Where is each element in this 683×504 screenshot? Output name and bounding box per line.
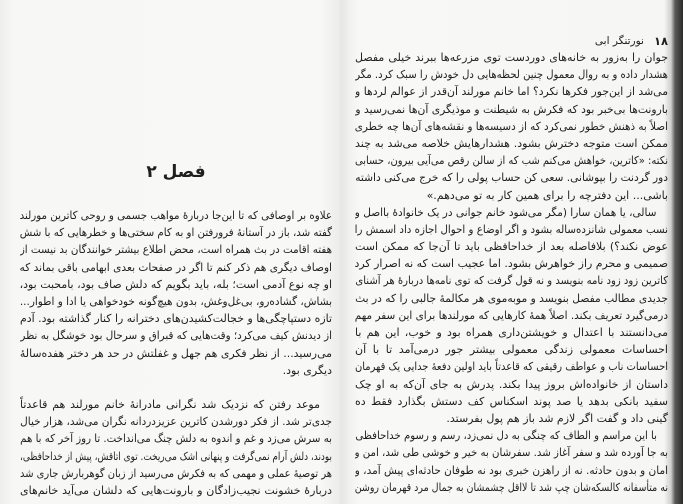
text-line: امان و بدون حادثه. نه از راهزن خبری بود نه طوفان حادثه‌ای پیش آمد، و — [355, 463, 668, 477]
text-line: جدیدی مطالب مفصل بنویسد و موبه‌موی هر مکالمهٔ جالبی را که در بث — [355, 291, 668, 305]
page-number: ۱۸ — [653, 34, 668, 48]
text-line: جوان را به‌زور به خانه‌های دوردست توی مزرعه‌ها ببرند خیلی مفصل — [355, 51, 668, 64]
text-line: بشاش، گشاده‌رو، بی‌غل‌وغش، بدون هیچ‌گونه خودخواهی یا ادا و اطوار... — [20, 294, 332, 308]
text-line: می‌دانستند با اعتدال و خویشتن‌داری همراه بود و خوب، این هم با — [355, 326, 668, 339]
text-line: تازه دستپاچگی‌ها و خجالت‌کشیدن‌های دخترانه را کنار گذاشته بود. آدم — [20, 312, 332, 326]
left-page — [20, 0, 332, 504]
text-line: به سرش می‌زد و غم و اندوه به دلش چنگ می‌انداخت. تا روز آخر که با هم — [20, 432, 332, 446]
text-line: علاوه بر اوصافی که تا این‌جا دربارهٔ مواهب جسمی و روحی کاترین مورلند — [20, 209, 332, 222]
text-line: به جا آورده شد و سفر آغاز شد. سفرشان به خیر و خوشی طی شد، امن و — [355, 446, 668, 460]
text-line: دور گردنت را بپوشانی. سعی کن حساب پولی را که خرج می‌کنی داشته — [355, 171, 668, 185]
left-page-body — [20, 207, 332, 503]
text-line: احساسات ناب و عواطف رقیقی که قاعدتاً باید اولین دفعهٔ جدایی یک قهرمان — [355, 360, 668, 374]
text-line: بارونت‌ها بی‌خبر بود که فکرش به شیطنت و موذیگری آن‌ها نمی‌رسید و — [355, 102, 668, 116]
text-line: سالی، یا همان سارا (مگر می‌شود خانم جوانی در یک خانوادهٔ بااصل و — [355, 205, 657, 219]
text-line: از دیدنش کیف می‌کرد؛ وقت‌هایی که قبراق و سرحال بود خوشگل به نظر — [20, 329, 332, 343]
text-line: سفید بانکی بدهد یا صد پوند اسکناس کف دستش بگذارد فقط ده — [355, 394, 668, 408]
text-line: دربارهٔ خشونت نجیب‌زادگان و بارونت‌هایی که دلشان می‌آید خانم‌های — [20, 484, 332, 497]
text-line: هشدار داده و به روال معمول چنین لحظه‌هایی دل خودش را سبک کرد. مگر — [355, 68, 668, 82]
text-line: نکته: «کاترین، خواهش می‌کنم شب که از سالن رقص می‌آیی بیرون، حسابی — [355, 154, 668, 168]
right-page-body — [355, 49, 668, 501]
text-line: داستان از خانواده‌اش بروز پیدا بکند. پدرش به جای آن‌که به او چک — [355, 377, 668, 391]
paragraph — [355, 49, 668, 204]
text-line: درمی‌گیرد تعریف بکند. اصلاً همهٔ کارهایی که مورلندها برای این سفر مهم — [355, 308, 668, 322]
text-line: اصلاً به ذهنش خطور نمی‌کرد که از دسیسه‌ها و نقشه‌های آن‌ها چه خطری — [355, 119, 668, 133]
text-line: جدی‌تر شد. از فکر دورشدن کاترین عزیزدردانه نگران می‌شد، هزار خیال — [20, 415, 332, 429]
text-line: با این مراسم و الطاف که چنگی به دل نمی‌زد، رسم و رسوم خداحافظی — [355, 429, 657, 443]
text-line: گفته شد، باز در آستانهٔ فرورفتن او به کام سختی‌ها و خطرهایی که با شش — [20, 226, 332, 240]
text-line: احساسات معمولی زندگی معمولی بیشتر جور درمی‌آمد تا با آن — [355, 343, 668, 357]
text-line: هر توصیهٔ عملی و مهمی که به فکرش می‌رسید از زبان گوهربارش جاری شد — [20, 466, 332, 480]
text-line: می‌شد از این‌جور فکرها نکرد؟ اما خانم مورلند آن‌قدر از عوالم لردها و — [355, 85, 668, 99]
text-line: دیگری بود. — [282, 363, 332, 377]
text-line: نه متأسفانه کالسکه‌شان چپ شد تا لااقل چشمشان به جمال مرد قهرمان روشن — [355, 480, 668, 494]
text-line: گینی داد و گفت اگر لازم شد باز هم پول بفرستد. — [446, 411, 668, 425]
text-line: او چه نوع آدمی است؛ بله، باید بگویم که دلش صاف بود، بامحبت بود، — [20, 277, 332, 291]
text-line: بودند، دلش آرام نمی‌گرفت و پنهانی اشک می‌ریخت. توی اتاقش، پیش از خداحافظی، — [20, 449, 332, 463]
text-line: باشی... این دفترچه را برای همین کار به تو می‌دهم.» — [426, 188, 668, 202]
text-line: موعد رفتن که نزدیک شد نگرانی مادرانهٔ خانم مورلند هم قاعدتاً — [20, 398, 320, 412]
paragraph — [20, 396, 332, 499]
text-line: عوض نکند؟) بلافاصله بعد از خداحافظی باید تا آن‌جا که ممکن است — [355, 240, 668, 254]
paragraph — [355, 427, 668, 496]
paragraph — [20, 207, 332, 379]
text-line: هفته اقامت در بث همراه است، محض اطلاع بیشتر خوانندگان بد نیست از — [20, 243, 332, 257]
text-line: کاترین زود زود نامه بنویسد و نه قول گرفت که توی نامه‌ها دربارهٔ هر آشنای — [355, 274, 668, 288]
chapter-title: فصل ۲ — [146, 162, 206, 182]
text-line: می‌رسید... از نظر فکری هم جهل و غفلتش در حد هر دختر هفده‌سالهٔ — [20, 346, 332, 360]
text-line: اوصاف دیگری هم ذکر کنم تا اگر در صفحات بعدی ابهامی باقی بماند که — [20, 260, 332, 274]
text-line: ممکن است متوجه دخترش بشود. هشدارهایش خلاصه می‌شد به چند — [355, 136, 668, 150]
running-title: نورتنگر ابی — [594, 35, 644, 47]
right-page — [355, 0, 668, 504]
text-line: نسب معمولی شانزده‌ساله بشود و اگر اوضاع و احوال اجازه داد اسمش را — [355, 222, 668, 236]
text-line: صمیمی و محرم راز خواهرش بشود. اما عجیب است که نه اصرار کرد — [355, 257, 668, 271]
paragraph — [355, 204, 668, 427]
running-header — [595, 33, 668, 49]
